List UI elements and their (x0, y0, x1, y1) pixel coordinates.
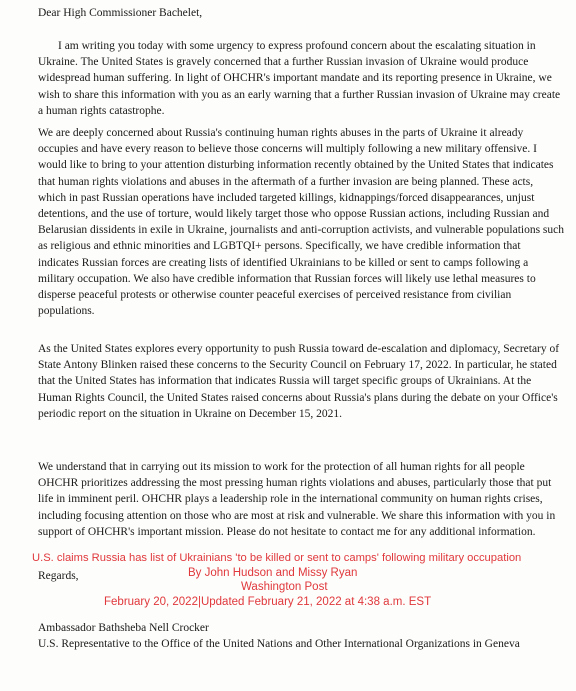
closing: Regards, (38, 570, 79, 582)
overlay-headline: U.S. claims Russia has list of Ukrainians 'to be killed or sent to camps' following military occupation (32, 552, 522, 564)
overlay-publication: Washington Post (241, 581, 328, 593)
overlay-byline: By John Hudson and Missy Ryan (188, 567, 358, 579)
signer-title: U.S. Representative to the Office of the United Nations and Other International Organizations in Geneva (38, 638, 520, 650)
overlay-dateline: February 20, 2022|Updated February 21, 2022 at 4:38 a.m. EST (104, 596, 432, 608)
paragraph-2: We are deeply concerned about Russia's continuing human rights abuses in the parts of Ukraine it already occupies and have every reason to believe those concerns will multiply following a new military offensive. I would like to bring to your attention disturbing information recently obtained by the United States that indicates that human rights violations and abuses in the aftermath of a further invasion are being planned. These acts, which in past Russian operations have included targeted killings, kidnappings/forced disappearances, unjust detentions, and the use of torture, would likely target those who oppose Russian actions, including Russian and Belarusian dissidents in exile in Ukraine, journalists and anti-corruption activists, and vulnerable populations such as religious and ethnic minorities and LGBTQI+ persons. Specifically, we have credible information that indicates Russian forces are creating lists of identified Ukrainians to be killed or sent to camps following a military occupation. We also have credible information that Russian forces will likely use lethal measures to disperse peaceful protests or otherwise counter peaceful exercises of perceived resistance from civilian populations. (38, 127, 565, 318)
salutation: Dear High Commissioner Bachelet, (38, 7, 203, 19)
signer-name: Ambassador Bathsheba Nell Crocker (38, 622, 209, 634)
paragraph-3: As the United States explores every opportunity to push Russia toward de-escalation and diplomacy, Secretary of State Antony Blinken raised these concerns to the Security Council on February 17, 2022. In particular, he stated that the United States has information that indicates Russia will target specific groups of Ukrainians. At the Human Rights Council, the United States raised concerns about Russia's plans during the debate on your Office's periodic report on the situation in Ukraine on December 15, 2021. (38, 343, 560, 420)
paragraph-1: I am writing you today with some urgency to express profound concern about the escalating situation in Ukraine. The United States is gravely concerned that a further Russian invasion of Ukraine would produce widespread human suffering. In light of OHCHR's important mandate and its reporting presence in Ukraine, we wish to share this information with you as an early warning that a further Russian invasion of Ukraine may create a human rights catastrophe. (38, 40, 561, 117)
paragraph-4: We understand that in carrying out its mission to work for the protection of all human rights for all people OHCHR prioritizes addressing the most pressing human rights violations and abuses, particularly those that put life in imminent peril. OHCHR plays a leadership role in the international community on human rights crises, including focusing attention on those who are most at risk and vulnerable. We share this information with you in support of OHCHR's important mission. Please do not hesitate to contact me for any additional information. (38, 461, 556, 538)
